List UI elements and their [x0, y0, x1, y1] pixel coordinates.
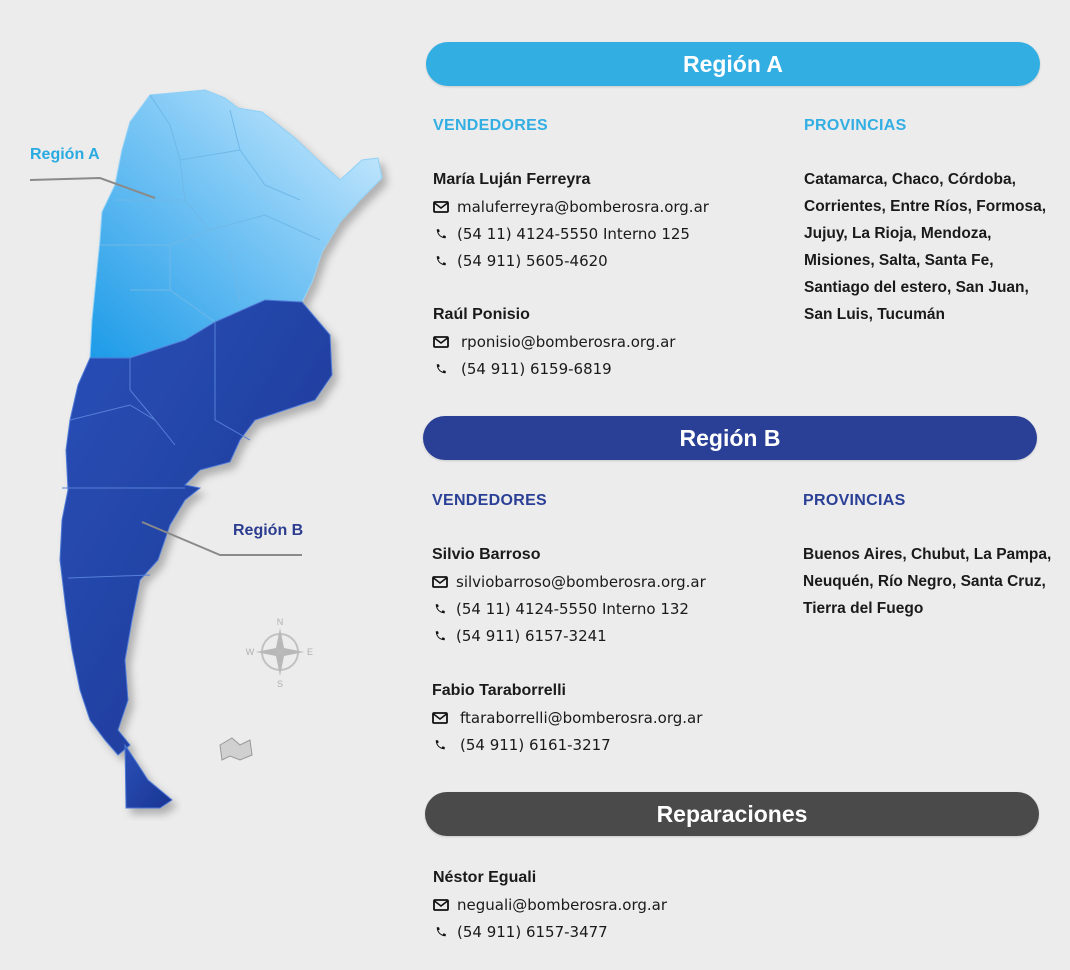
mail-icon [433, 335, 449, 349]
email-text: neguali@bomberosra.org.ar [457, 896, 668, 914]
region-a-provincias-line: Catamarca, Chaco, Córdoba, [804, 171, 1016, 188]
compass-s: S [276, 679, 284, 689]
phone-text: (54 911) 6159-6819 [461, 360, 612, 378]
region-b-vendedor-name: Silvio Barroso [432, 546, 541, 563]
region-a-vendedores-title: VENDEDORES [433, 117, 549, 134]
region-a-vendedor-2-name: Raúl Ponisio [433, 306, 530, 323]
region-b-vendedor-2-phone-1[interactable] [432, 736, 611, 754]
region-a-vendedor-2-email[interactable] [433, 333, 675, 351]
region-b-provincias-line: Tierra del Fuego [803, 600, 924, 617]
email-text: ftaraborrelli@bomberosra.org.ar [460, 709, 703, 727]
phone-icon [433, 362, 449, 376]
region-a-header: Región A [426, 42, 1040, 86]
region-b-header: Región B [423, 416, 1037, 460]
compass-w: W [245, 647, 255, 657]
email-text: silviobarroso@bomberosra.org.ar [456, 573, 706, 591]
region-a-vendedor-name: María Luján Ferreyra [433, 171, 591, 188]
region-b-vendedor-phone-1[interactable] [432, 600, 689, 618]
region-a-provincias-title: PROVINCIAS [804, 117, 907, 134]
reparaciones-contact-name: Néstor Eguali [433, 869, 537, 886]
email-text: rponisio@bomberosra.org.ar [461, 333, 676, 351]
phone-icon [432, 602, 448, 616]
region-a-provincias-line: Corrientes, Entre Ríos, Formosa, [804, 198, 1047, 215]
region-a-provincias-line: Jujuy, La Rioja, Mendoza, [804, 225, 992, 242]
phone-icon [432, 738, 448, 752]
region-a-vendedor-2-phone-1[interactable] [433, 360, 612, 378]
mail-icon [433, 200, 449, 214]
malvinas-islands [220, 738, 252, 760]
region-b-vendedor-2-email[interactable] [432, 709, 702, 727]
region-b-provincias-title: PROVINCIAS [803, 492, 906, 509]
phone-text: (54 911) 5605-4620 [457, 252, 608, 270]
phone-icon [433, 227, 449, 241]
phone-icon [432, 629, 448, 643]
compass-n: N [276, 617, 284, 627]
compass-rose-icon [246, 617, 313, 689]
reparaciones-contact-email[interactable] [433, 896, 667, 914]
region-b-vendedor-email[interactable] [432, 573, 706, 591]
region-a-map-label: Región A [30, 146, 100, 163]
phone-text: (54 911) 6161-3217 [460, 736, 611, 754]
region-a-provincias-line: San Luis, Tucumán [804, 306, 945, 323]
reparaciones-header: Reparaciones [425, 792, 1039, 836]
region-b-vendedor-2-name: Fabio Taraborrelli [432, 682, 566, 699]
argentina-map-svg [0, 0, 420, 965]
argentina-map [0, 0, 420, 965]
mail-icon [432, 575, 448, 589]
region-b-provincias-line: Buenos Aires, Chubut, La Pampa, [803, 546, 1052, 563]
compass-e: E [306, 647, 314, 657]
phone-text: (54 911) 6157-3477 [457, 923, 608, 941]
region-b-map-label: Región B [233, 522, 304, 539]
reparaciones-contact-phone-1[interactable] [433, 923, 608, 941]
email-text: maluferreyra@bomberosra.org.ar [457, 198, 709, 216]
region-a-provincias-line: Santiago del estero, San Juan, [804, 279, 1029, 296]
region-a-vendedor-email[interactable] [433, 198, 709, 216]
region-b-vendedor-phone-2[interactable] [432, 627, 607, 645]
region-a-provincias-line: Misiones, Salta, Santa Fe, [804, 252, 994, 269]
region-a-vendedor-phone-2[interactable] [433, 252, 608, 270]
phone-icon [433, 925, 449, 939]
phone-icon [433, 254, 449, 268]
phone-text: (54 911) 6157-3241 [456, 627, 607, 645]
tierra-del-fuego [125, 745, 172, 808]
phone-text: (54 11) 4124-5550 Interno 125 [457, 225, 690, 243]
region-b-provincias-line: Neuquén, Río Negro, Santa Cruz, [803, 573, 1046, 590]
region-a-vendedor-phone-1[interactable] [433, 225, 690, 243]
mail-icon [433, 898, 449, 912]
phone-text: (54 11) 4124-5550 Interno 132 [456, 600, 689, 618]
mail-icon [432, 711, 448, 725]
region-b-vendedores-title: VENDEDORES [432, 492, 548, 509]
